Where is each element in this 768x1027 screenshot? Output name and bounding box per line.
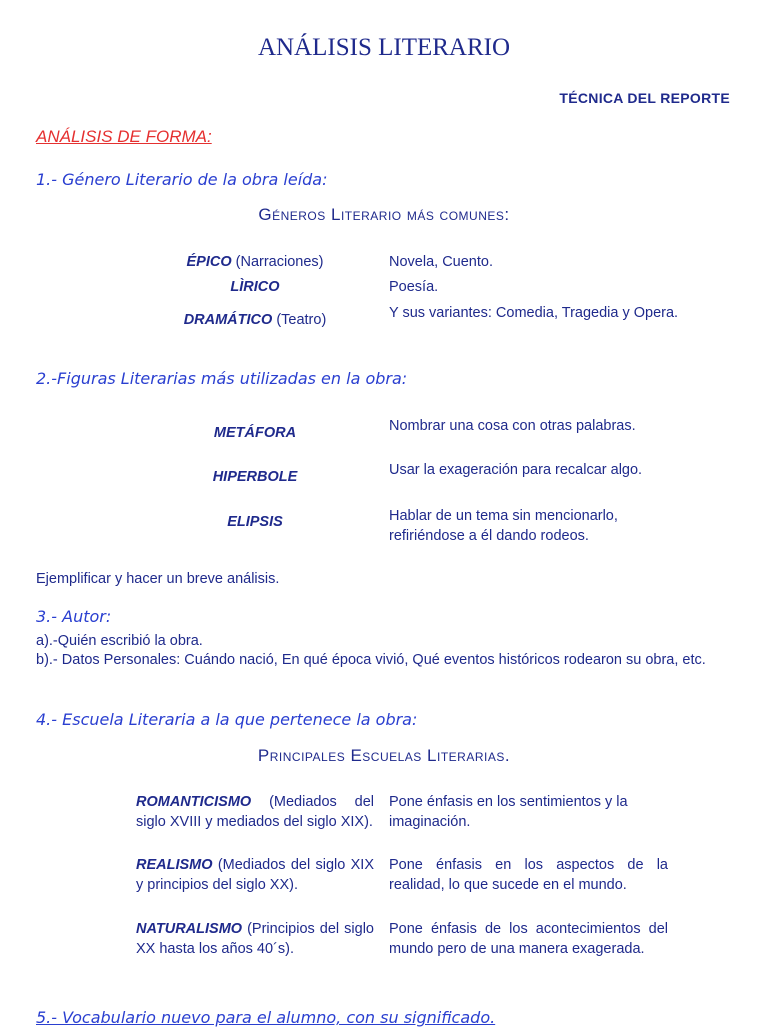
school-row-1-desc: Pone énfasis en los sentimientos y la imaginación. [389,794,628,830]
genre-row-2-term [150,277,360,297]
page-title: ANÁLISIS LITERARIO [257,34,511,61]
genre-keyword: ÉPICO [186,254,232,270]
genre-note: (Teatro) [272,312,327,328]
genre-row-1-term [150,252,360,272]
school-period: (Mediados del siglo XIX y principios del siglo XX). [136,857,374,893]
figure-row-3-desc: Hablar de un tema sin mencionarlo, refiriéndose a él dando rodeos. [389,508,618,544]
figure-row-3-term: ELIPSIS [227,514,283,530]
heading-figures: 2.-Figuras Literarias más utilizadas en la obra: [36,369,408,388]
figure-row-1-term: METÁFORA [213,425,297,441]
figure-row-1-desc: Nombrar una cosa con otras palabras. [389,418,636,434]
schools-title: Principales Escuelas Literarias. [257,746,511,765]
school-keyword: NATURALISMO [136,921,243,937]
school-row-1-term [136,792,374,832]
genre-keyword: DRAMÁTICO [183,312,273,328]
genre-note: (Narraciones) [231,254,324,270]
school-keyword: REALISMO [136,857,213,873]
author-item-a: a).-Quién escribió la obra. [36,633,203,649]
figure-row-2-term: HIPERBOLE [212,469,298,485]
school-row-2-term [136,855,374,895]
genre-row-2-desc: Poesía. [389,279,439,295]
genre-row-3-desc: Y sus variantes: Comedia, Tragedia y Opera. [389,305,679,321]
exemplify-text: Ejemplificar y hacer un breve análisis. [36,571,280,587]
heading-author: 3.- Autor: [36,607,112,626]
genre-row-1-desc: Novela, Cuento. [389,254,493,270]
genres-title: Géneros Literario más comunes: [258,205,510,224]
subtitle: TÉCNICA DEL REPORTE [559,90,730,106]
school-period: (Principios del siglo XX hasta los años 40´s). [136,921,374,957]
school-row-2-desc: Pone énfasis en los aspectos de la realidad, lo que sucede en el mundo. [389,857,668,893]
heading-vocabulary: 5.- Vocabulario nuevo para el alumno, con su significado. [36,1008,496,1027]
school-row-3-desc: Pone énfasis de los acontecimientos del mundo pero de una manera exagerada. [389,921,668,957]
school-keyword: ROMANTICISMO [136,794,252,810]
school-period: (Mediados del siglo XVIII y mediados del siglo XIX). [136,794,374,830]
heading-school: 4.- Escuela Literaria a la que pertenece la obra: [36,710,418,729]
section-heading-form: ANÁLISIS DE FORMA: [36,127,212,146]
author-item-b: b).- Datos Personales: Cuándo nació, En qué época vivió, Qué eventos históricos rodearon su obra, etc. [36,652,706,668]
figure-row-2-desc: Usar la exageración para recalcar algo. [389,462,643,478]
heading-genre: 1.- Género Literario de la obra leída: [36,170,328,189]
school-row-3-term [136,919,374,959]
genre-keyword: LÌRICO [230,279,280,295]
genre-row-3-term [150,310,360,330]
